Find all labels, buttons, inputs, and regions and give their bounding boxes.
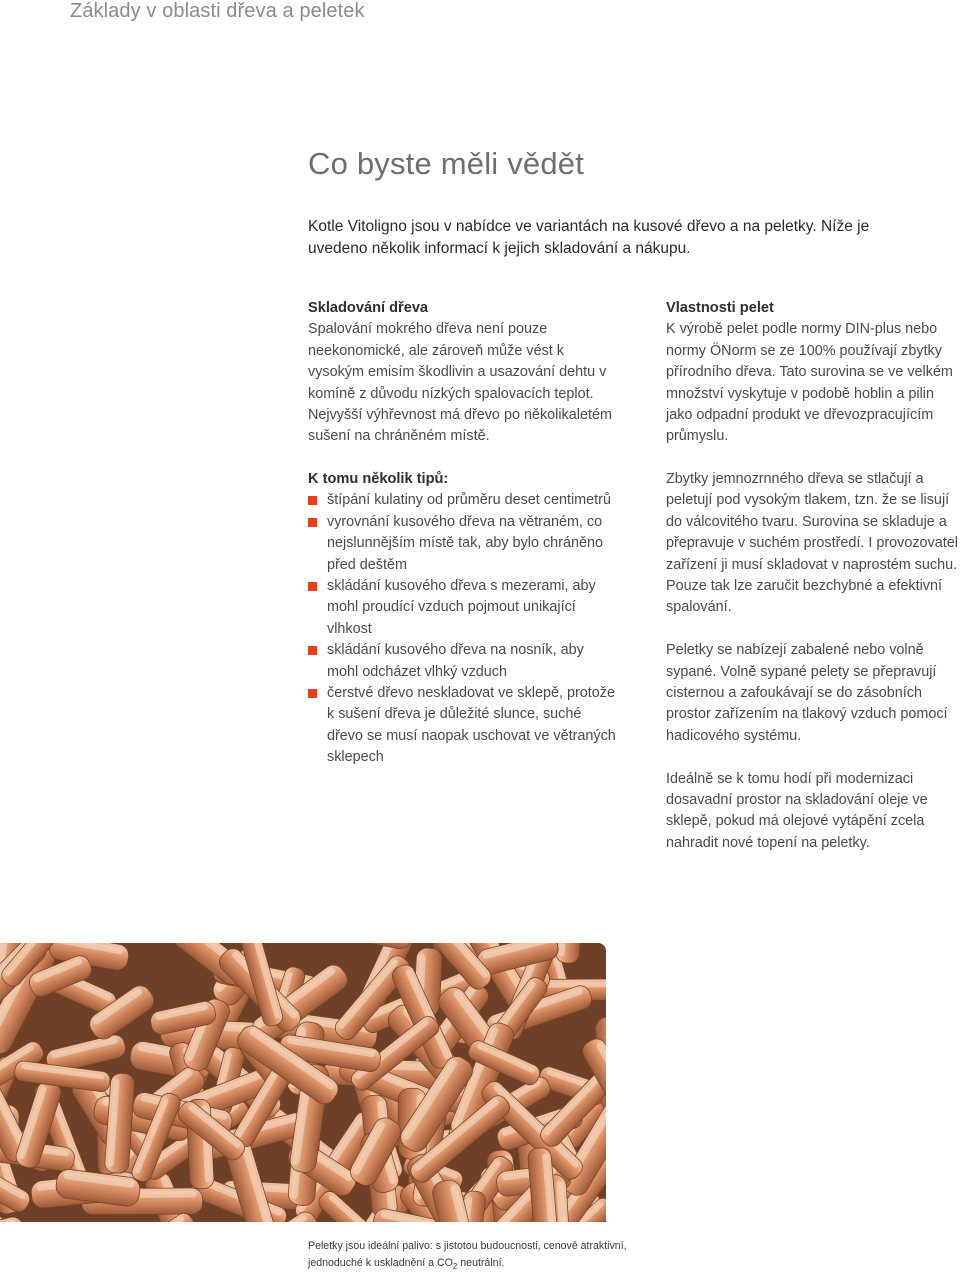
bullet-square-icon: [308, 646, 317, 655]
bullet-square-icon: [308, 496, 317, 505]
bullet-square-icon: [308, 518, 317, 527]
wood-storage-section: [308, 298, 618, 448]
tips-list: [308, 490, 618, 768]
section-header: Základy v oblasti dřeva a peletek: [70, 0, 365, 22]
bullet-square-icon: [308, 689, 317, 698]
list-item: [308, 576, 618, 640]
list-item: [308, 490, 618, 511]
tip-text: skládání kusového dřeva s mezerami, aby mohl proudící vzduch pojmout unikající vlhkost: [327, 578, 596, 637]
list-item: [308, 512, 618, 576]
list-item: [308, 683, 618, 769]
pellets-heading: Vlastnosti pelet: [666, 300, 774, 316]
pellets-text: K výrobě pelet podle normy DIN-plus nebo normy ÖNorm se ze 100% používají zbytky přírodního dřeva. Tato surovina se ve velkém množství vyskytuje v podobě hoblin a pilin jako odpadní produkt ve dřevozpracujícím průmyslu.: [666, 321, 953, 445]
pellets-image: [0, 943, 606, 1222]
wood-pellets-photo: [0, 943, 606, 1222]
tip-text: štípání kulatiny od průměru deset centimetrů: [327, 492, 611, 509]
pellets-paragraph: Peletky se nabízejí zabalené nebo volně sypané. Volně sypané pelety se přepravují cisternou a zafoukávají se do zásobních prostor zařízením na tlakový vzduch pomocí hadicového systému.: [666, 642, 948, 744]
storage-text: Spalování mokrého dřeva není pouze neekonomické, ale zároveň může vést k vysokým emisím škodlivin a usazování dehtu v komíně z důvodu nízkých spalovacích teplot. Nejvyšší výhřevnost má dřevo po několikaletém sušení na chráněném místě.: [308, 321, 612, 445]
tips-heading: K tomu několik tipů:: [308, 471, 449, 487]
tip-text: skládání kusového dřeva na nosník, aby mohl odcházet vlhký vzduch: [327, 642, 584, 680]
pellet-details-section: [666, 469, 960, 854]
pellets-paragraph: Ideálně se k tomu hodí při modernizaci dosavadní prostor na skladování oleje ve sklepě, pokud má olejové vytápění zcela nahradit nové topení na peletky.: [666, 770, 928, 851]
intro-paragraph: Kotle Vitoligno jsou v nabídce ve variantách na kusové dřevo a na peletky. Níže je uvedeno několik informací k jejich skladování a nákupu.: [308, 218, 870, 257]
tips-section: [308, 469, 618, 769]
photo-caption: Peletky jsou ideální palivo: s jistotou budoucnosti, cenově atraktivní, jednoduché k uskladnění a $CO_2$ neutrální.: [308, 1240, 627, 1272]
list-item: [308, 640, 618, 683]
tip-text: vyrovnání kusového dřeva na větraném, co nejslunnějším místě tak, aby bylo chráněno před deštěm: [327, 513, 603, 573]
pellet-properties-section: [666, 298, 960, 448]
bullet-square-icon: [308, 582, 317, 591]
pellets-paragraph: Zbytky jemnozrnného dřeva se stlačují a peletují pod vysokým tlakem, tzn. že se lisují do válcovitého tvaru. Surovina se skladuje a přepravuje v suchém prostředí. I provozovatel zařízení ji musí skladovat v naprostém suchu. Pouze tak lze zaručit bezchybné a efektivní spalování.: [666, 471, 958, 616]
tip-text: čerstvé dřevo neskladovat ve sklepě, protože k sušení dřeva je důležité slunce, suché dřevo se musí naopak uschovat ve větraných sklepech: [327, 685, 616, 766]
storage-heading: Skladování dřeva: [308, 300, 429, 316]
page-title: Co byste měli vědět: [308, 146, 585, 181]
